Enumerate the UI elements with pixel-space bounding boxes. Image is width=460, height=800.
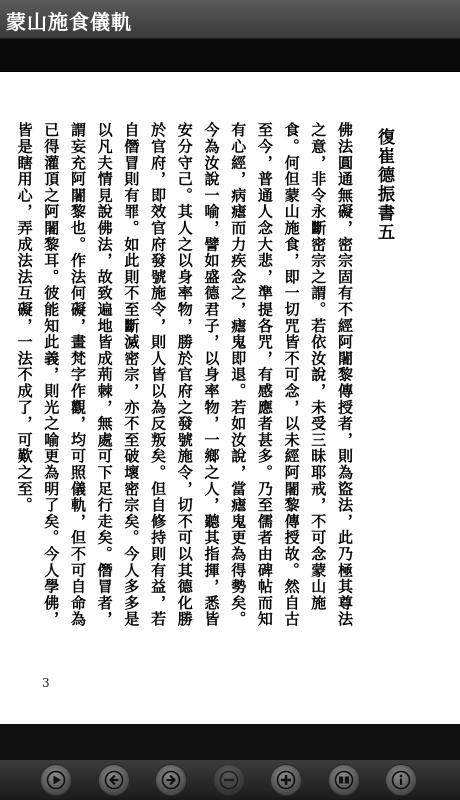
footer-band	[0, 724, 460, 760]
document-heading: 復崔德振書五	[374, 128, 394, 242]
info-button[interactable]	[385, 764, 417, 796]
header-band	[0, 39, 460, 71]
page-number: 3	[42, 676, 50, 690]
plus-icon	[276, 770, 296, 790]
zoom-in-button[interactable]	[270, 764, 302, 796]
info-icon	[391, 770, 411, 790]
arrow-left-icon	[104, 770, 124, 790]
previous-button[interactable]	[98, 764, 130, 796]
zoom-out-button[interactable]	[213, 764, 245, 796]
play-icon	[46, 770, 66, 790]
arrow-right-icon	[161, 770, 181, 790]
play-button[interactable]	[40, 764, 72, 796]
app-title: 蒙山施食儀軌	[6, 10, 132, 34]
document-body	[15, 122, 358, 642]
two-page-icon	[334, 770, 354, 790]
minus-icon	[219, 770, 239, 790]
document-paragraph: 佛法圓通無礙，密宗固有不經阿闍黎傳授者，則為盜法，此乃極其尊法之意，非令永斷密宗之謂。若依汝說，未受三昧耶戒，不可念蒙山施食。何但蒙山施食，即一切咒皆不可念，以未經阿闍黎傳授故。然自古至今，普通人念大悲，準提各咒，有感應者甚多。乃至儒者由碑帖而知有心經，病瘧而力疾念之，瘧鬼即退。若如汝說，當瘧鬼更為得勢矣。今為汝說一喻，譬如盛德君子，以身率物，一鄉之人，聽其指揮，悉皆安分守己。其人之以身率物，勝於官府之發號施令，切不可以其德化勝於官府，即效官府發號施令，則人皆以為反叛矣。但自修持則有益，若自僭冒則有罪。如此則不至斷滅密宗，亦不至破壞密宗矣。今人多多是以凡夫情見說佛法，故致遍地皆成荊棘，無處可下足行走矣。僭冒者，謂妄充阿闍黎也。作法何礙，畫梵字作觀，均可照儀軌，但不可自命為已得灌頂之阿闍黎耳。彼能知此義，則光之喻更為明了矣。今人學佛，皆是瞎用心，弄成法法互礙，一法不成了，可歎之至。	[15, 122, 354, 628]
title-bar	[0, 0, 460, 39]
bottom-toolbar	[0, 760, 460, 800]
next-button[interactable]	[155, 764, 187, 796]
page-mode-button[interactable]	[328, 764, 360, 796]
